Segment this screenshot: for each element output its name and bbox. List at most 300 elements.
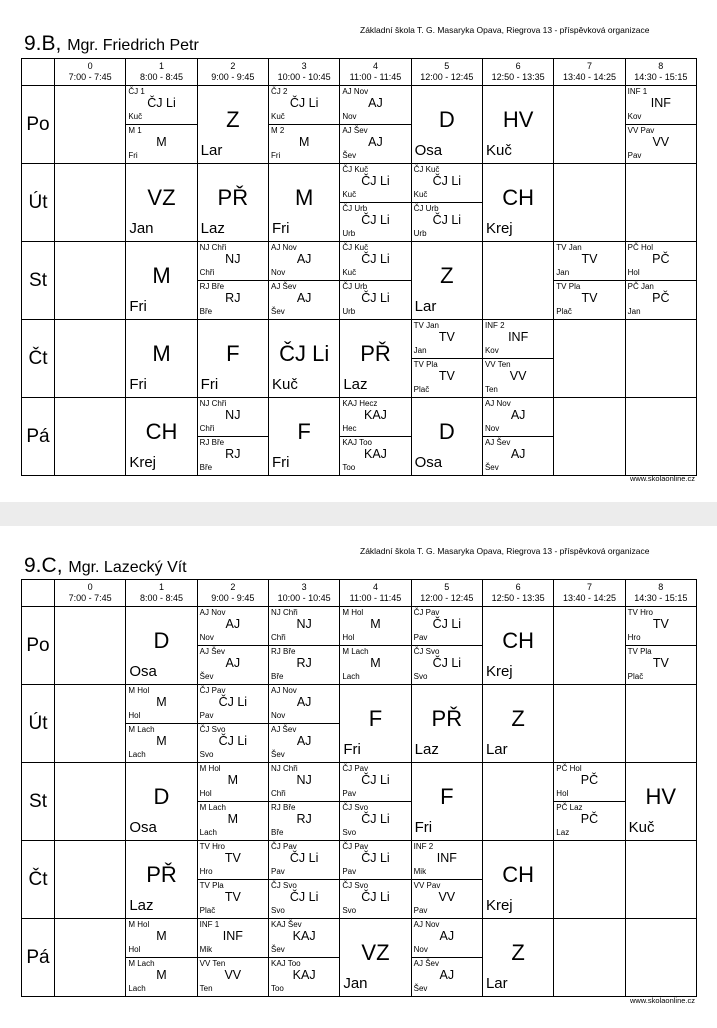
lesson-group[interactable] [269,280,339,320]
group-code: M Hol [128,920,150,929]
lesson-cell[interactable] [126,685,197,763]
day-row [22,320,697,398]
lesson[interactable] [483,841,553,918]
group-teacher: Svo [342,828,357,837]
lesson-group[interactable] [198,919,268,957]
group-teacher: Pav [342,867,357,876]
lesson-cell [55,763,126,841]
group-subject: KAJ [364,408,387,422]
lesson-group[interactable] [483,436,553,476]
period-header [55,59,126,86]
lesson[interactable] [483,607,553,684]
lesson-subject: Z [511,940,525,965]
lesson-cell[interactable] [340,398,411,476]
group-teacher: Šev [342,151,357,160]
lesson-cell[interactable] [268,685,339,763]
lesson-cell[interactable] [197,320,268,398]
group-teacher: Pav [627,151,642,160]
group-teacher: Nov [342,112,357,121]
lesson[interactable] [483,919,553,996]
period-header [554,580,625,607]
group-teacher: Urb [342,229,356,238]
lesson-group[interactable] [269,841,339,879]
lesson-cell[interactable] [482,607,553,685]
lesson-group[interactable] [198,645,268,685]
group-teacher: Mik [413,867,427,876]
lesson[interactable] [198,320,268,397]
group-teacher: Kuč [342,190,357,199]
group-code: AJ Šev [413,959,439,968]
group-subject: RJ [225,291,241,305]
lesson-group[interactable] [126,957,196,997]
lesson-group[interactable] [340,841,410,879]
lesson-group[interactable] [198,685,268,723]
lesson-cell[interactable] [625,607,696,685]
group-subject: M [156,695,167,709]
lesson-group[interactable] [554,801,624,841]
period-time: 7:00 - 7:45 [68,72,112,82]
lesson-group[interactable] [412,919,482,957]
group-subject: ČJ Li [289,96,319,110]
period-time: 10:00 - 10:45 [277,593,331,603]
lesson[interactable] [412,398,482,475]
lesson[interactable] [340,919,410,996]
lesson-group[interactable] [126,685,196,723]
lesson-subject: M [294,185,314,210]
lesson-cell[interactable] [411,164,482,242]
lesson[interactable] [412,685,482,762]
group-subject: TV [652,617,669,631]
group-teacher: Šev [199,672,214,681]
lesson-cell[interactable] [411,242,482,320]
timetable-grid [21,58,697,476]
group-teacher: Svo [413,672,428,681]
lesson-group[interactable] [340,645,410,685]
group-subject: M [227,812,239,826]
group-teacher: Jan [556,268,570,277]
lesson-group[interactable] [483,398,553,436]
group-code: AJ Nov [484,399,511,408]
lesson-group[interactable] [340,607,410,645]
group-subject: ČJ Li [218,695,248,709]
group-code: TV Hro [627,608,653,617]
lesson-group[interactable] [626,124,696,164]
lesson-cell[interactable] [340,685,411,763]
period-number: 6 [515,582,521,592]
lesson-group[interactable] [269,242,339,280]
group-subject: ČJ Li [432,656,462,670]
lesson-subject: Z [226,107,240,132]
lesson[interactable] [126,841,196,918]
lesson-group[interactable] [483,358,553,398]
lesson-group[interactable] [269,86,339,124]
lesson-cell[interactable] [268,607,339,685]
lesson[interactable] [126,164,196,241]
lesson-cell [55,320,126,398]
lesson-cell[interactable] [411,919,482,997]
period-number: 8 [658,582,664,592]
lesson[interactable] [269,398,339,475]
group-code: RJ Bře [199,282,225,291]
lesson-cell[interactable] [197,919,268,997]
lesson-group[interactable] [126,124,196,164]
lesson-cell[interactable] [126,763,197,841]
lesson-subject: D [153,628,170,653]
group-code: PČ Laz [556,803,583,812]
group-teacher: Chři [270,789,286,798]
lesson-group[interactable] [269,685,339,723]
lesson-group[interactable] [198,436,268,476]
lesson-cell[interactable] [411,841,482,919]
lesson-cell[interactable] [625,86,696,164]
lesson-cell[interactable] [340,164,411,242]
lesson-cell[interactable] [197,841,268,919]
period-header [411,59,482,86]
group-subject: AJ [368,96,383,110]
lesson-group[interactable] [626,280,696,320]
lesson[interactable] [412,763,482,840]
lesson-cell[interactable] [482,398,553,476]
lesson-group[interactable] [554,763,624,801]
class-name: 9.C [24,554,57,577]
page-title: 9.B, Mgr. Friedrich Petr [24,32,199,55]
lesson-group[interactable] [340,763,410,801]
lesson-cell[interactable] [126,607,197,685]
lesson-group[interactable] [340,242,410,280]
group-teacher: Pav [270,867,285,876]
lesson-cell[interactable] [411,86,482,164]
group-subject: KAJ [364,447,387,461]
lesson-group[interactable] [626,607,696,645]
lesson-group[interactable] [412,320,482,358]
lesson-group[interactable] [340,164,410,202]
lesson-group[interactable] [340,398,410,436]
lesson-group[interactable] [412,164,482,202]
group-teacher: Svo [199,750,214,759]
lesson-subject: F [297,419,311,444]
lesson-group[interactable] [269,957,339,997]
group-code: TV Pla [627,647,652,656]
lesson-cell[interactable] [126,320,197,398]
group-subject: AJ [439,968,455,982]
lesson-cell[interactable] [411,607,482,685]
lesson-cell[interactable] [126,86,197,164]
group-code: ČJ Urb [413,204,439,213]
lesson-cell[interactable] [554,763,625,841]
class-teacher: Mgr. Friedrich Petr [67,37,199,54]
lesson-cell [625,398,696,476]
lesson-cell [625,320,696,398]
lesson-cell[interactable] [197,607,268,685]
lesson-cell[interactable] [482,919,553,997]
group-subject: ČJ Li [147,96,176,110]
lesson-cell[interactable] [554,242,625,320]
group-subject: ČJ Li [289,890,319,904]
lesson[interactable] [198,86,268,163]
lesson-group[interactable] [198,398,268,436]
lesson-group[interactable] [198,723,268,763]
group-code: TV Pla [199,881,224,890]
group-code: M 1 [128,126,142,135]
day-row [22,607,697,685]
lesson-group[interactable] [412,841,482,879]
lesson-cell[interactable] [126,242,197,320]
group-teacher: Fri [270,151,281,160]
group-subject: TV [224,851,241,865]
lesson[interactable] [126,763,196,840]
lesson-cell [554,398,625,476]
lesson-cell[interactable] [268,919,339,997]
lesson-cell [554,607,625,685]
lesson-subject: PŘ [146,862,177,887]
lesson-group[interactable] [198,801,268,841]
group-code: NJ Chři [199,243,227,252]
lesson-cell[interactable] [340,86,411,164]
group-code: ČJ Pav [199,686,226,695]
lesson-group[interactable] [198,763,268,801]
footer-link[interactable]: www.skolaonline.cz [629,996,695,1005]
lesson-group[interactable] [412,202,482,242]
lesson[interactable] [126,320,196,397]
lesson-group[interactable] [126,86,196,124]
lesson-cell[interactable] [197,685,268,763]
lesson-group[interactable] [626,242,696,280]
lesson-subject: ČJ Li [279,341,330,366]
lesson-group[interactable] [340,879,410,919]
lesson-cell[interactable] [268,398,339,476]
lesson-cell[interactable] [268,841,339,919]
group-code: PČ Hol [556,764,582,773]
period-time: 13:40 - 14:25 [562,593,616,603]
lesson[interactable] [126,607,196,684]
lesson-group[interactable] [340,280,410,320]
lesson-cell[interactable] [126,398,197,476]
group-code: M Hol [342,608,364,617]
group-teacher: Nov [270,711,286,720]
lesson-group[interactable] [412,879,482,919]
group-code: ČJ Pav [342,764,369,773]
group-subject: ČJ Li [361,291,390,305]
group-subject: AJ [225,656,241,670]
period-header-row [22,580,697,607]
lesson-group[interactable] [198,242,268,280]
group-code: AJ Nov [413,920,440,929]
lesson-group[interactable] [269,723,339,763]
lesson-cell[interactable] [340,763,411,841]
lesson-subject: VZ [147,185,176,210]
lesson-teacher: Laz [129,897,154,914]
lesson-cell[interactable] [126,164,197,242]
lesson-teacher: Fri [343,741,361,758]
group-teacher: Bře [199,307,213,316]
lesson[interactable] [412,242,482,319]
lesson-cell[interactable] [340,919,411,997]
lesson-cell[interactable] [268,164,339,242]
lesson-group[interactable] [198,957,268,997]
lesson[interactable] [198,164,268,241]
lesson-group[interactable] [269,645,339,685]
lesson[interactable] [340,685,410,762]
lesson[interactable] [340,320,410,397]
lesson-group[interactable] [198,280,268,320]
lesson[interactable] [483,164,553,241]
group-teacher: Too [342,463,356,472]
group-teacher: Pav [413,906,428,915]
period-time: 12:00 - 12:45 [420,72,474,82]
group-code: ČJ Kuč [342,165,369,174]
lesson[interactable] [269,320,339,397]
lesson-cell[interactable] [482,164,553,242]
lesson-group[interactable] [626,86,696,124]
lesson-cell[interactable] [197,242,268,320]
lesson[interactable] [126,398,196,475]
corner-cell [22,580,55,607]
group-subject: PČ [652,252,670,266]
lesson-group[interactable] [340,436,410,476]
page-title: 9.C, Mgr. Lazecký Vít [24,554,187,577]
lesson-cell[interactable] [340,841,411,919]
period-number: 1 [158,61,164,71]
lesson-group[interactable] [126,723,196,763]
lesson-group[interactable] [412,645,482,685]
group-teacher: Nov [199,633,214,642]
group-code: ČJ Pav [342,842,369,851]
lesson-subject: CH [502,185,535,210]
group-teacher: Lach [128,984,146,993]
group-subject: INF [436,851,457,865]
day-label: Po [22,607,55,685]
lesson-cell[interactable] [411,685,482,763]
lesson-group[interactable] [412,358,482,398]
group-code: PČ Jan [627,282,654,291]
lesson-cell [625,164,696,242]
group-subject: PČ [580,773,599,787]
group-teacher: Plač [556,307,572,316]
lesson-subject: VZ [361,940,390,965]
group-subject: ČJ Li [361,252,390,266]
lesson-cell[interactable] [340,320,411,398]
group-teacher: Plač [199,906,216,915]
lesson-group[interactable] [198,841,268,879]
lesson[interactable] [626,763,696,840]
period-header [340,59,411,86]
footer-link[interactable]: www.skolaonline.cz [629,474,695,483]
lesson-cell[interactable] [268,763,339,841]
lesson-cell[interactable] [482,86,553,164]
group-code: INF 2 [413,842,434,851]
lesson-group[interactable] [198,607,268,645]
lesson-cell [625,685,696,763]
lesson-cell[interactable] [482,841,553,919]
lesson[interactable] [483,685,553,762]
lesson-cell[interactable] [126,841,197,919]
period-number: 7 [586,582,592,592]
group-subject: TV [224,890,241,904]
lesson-subject: F [226,341,240,366]
lesson-cell[interactable] [197,86,268,164]
lesson-cell[interactable] [625,763,696,841]
lesson[interactable] [126,242,196,319]
lesson-cell[interactable] [625,242,696,320]
group-subject: ČJ Li [289,851,319,865]
lesson-cell[interactable] [411,320,482,398]
lesson-group[interactable] [269,801,339,841]
lesson-group[interactable] [269,919,339,957]
lesson-group[interactable] [340,202,410,242]
lesson-cell[interactable] [340,607,411,685]
lesson-teacher: Lar [485,741,508,758]
lesson-cell[interactable] [268,242,339,320]
lesson[interactable] [483,86,553,163]
lesson-group[interactable] [412,607,482,645]
lesson-cell[interactable] [197,398,268,476]
lesson-group[interactable] [269,607,339,645]
group-subject: INF [222,929,243,943]
lesson-teacher: Krej [485,220,513,237]
group-subject: ČJ Li [361,890,390,904]
lesson-cell[interactable] [340,242,411,320]
group-teacher: Šev [484,463,499,472]
group-code: AJ Nov [199,608,226,617]
lesson-group[interactable] [269,763,339,801]
class-teacher: Mgr. Lazecký Vít [68,559,187,576]
group-teacher: Bře [270,828,284,837]
lesson-cell[interactable] [197,763,268,841]
lesson-teacher: Laz [414,741,439,758]
group-code: TV Hro [199,842,225,851]
lesson-cell[interactable] [268,320,339,398]
group-subject: TV [438,369,455,383]
period-header [411,580,482,607]
lesson-group[interactable] [340,124,410,164]
lesson-cell [554,685,625,763]
group-subject: RJ [296,812,312,826]
group-code: AJ Šev [270,282,297,291]
lesson-group[interactable] [126,919,196,957]
lesson-cell[interactable] [411,763,482,841]
lesson-cell[interactable] [482,685,553,763]
lesson-cell[interactable] [482,320,553,398]
lesson-group[interactable] [340,86,410,124]
group-teacher: Kuč [413,190,428,199]
lesson-group[interactable] [412,957,482,997]
lesson-group[interactable] [626,645,696,685]
lesson-subject: CH [502,862,535,887]
group-teacher: Fri [128,151,138,160]
school-name: Základní škola T. G. Masaryka Opava, Riegrova 13 - příspěvková organizace [360,546,650,556]
group-teacher: Lach [128,750,146,759]
lesson-group[interactable] [554,280,624,320]
lesson-group[interactable] [269,879,339,919]
group-code: VV Pav [413,881,441,890]
group-subject: AJ [439,929,455,943]
group-code: KAJ Too [270,959,301,968]
lesson-cell[interactable] [411,398,482,476]
lesson-cell[interactable] [268,86,339,164]
lesson-group[interactable] [554,242,624,280]
lesson-cell[interactable] [197,164,268,242]
lesson-cell[interactable] [126,919,197,997]
lesson-group[interactable] [340,801,410,841]
day-label: Út [22,164,55,242]
lesson[interactable] [412,86,482,163]
lesson-group[interactable] [269,124,339,164]
lesson-group[interactable] [483,320,553,358]
lesson-group[interactable] [198,879,268,919]
lesson-cell [554,919,625,997]
group-code: KAJ Too [342,438,372,447]
lesson[interactable] [269,164,339,241]
